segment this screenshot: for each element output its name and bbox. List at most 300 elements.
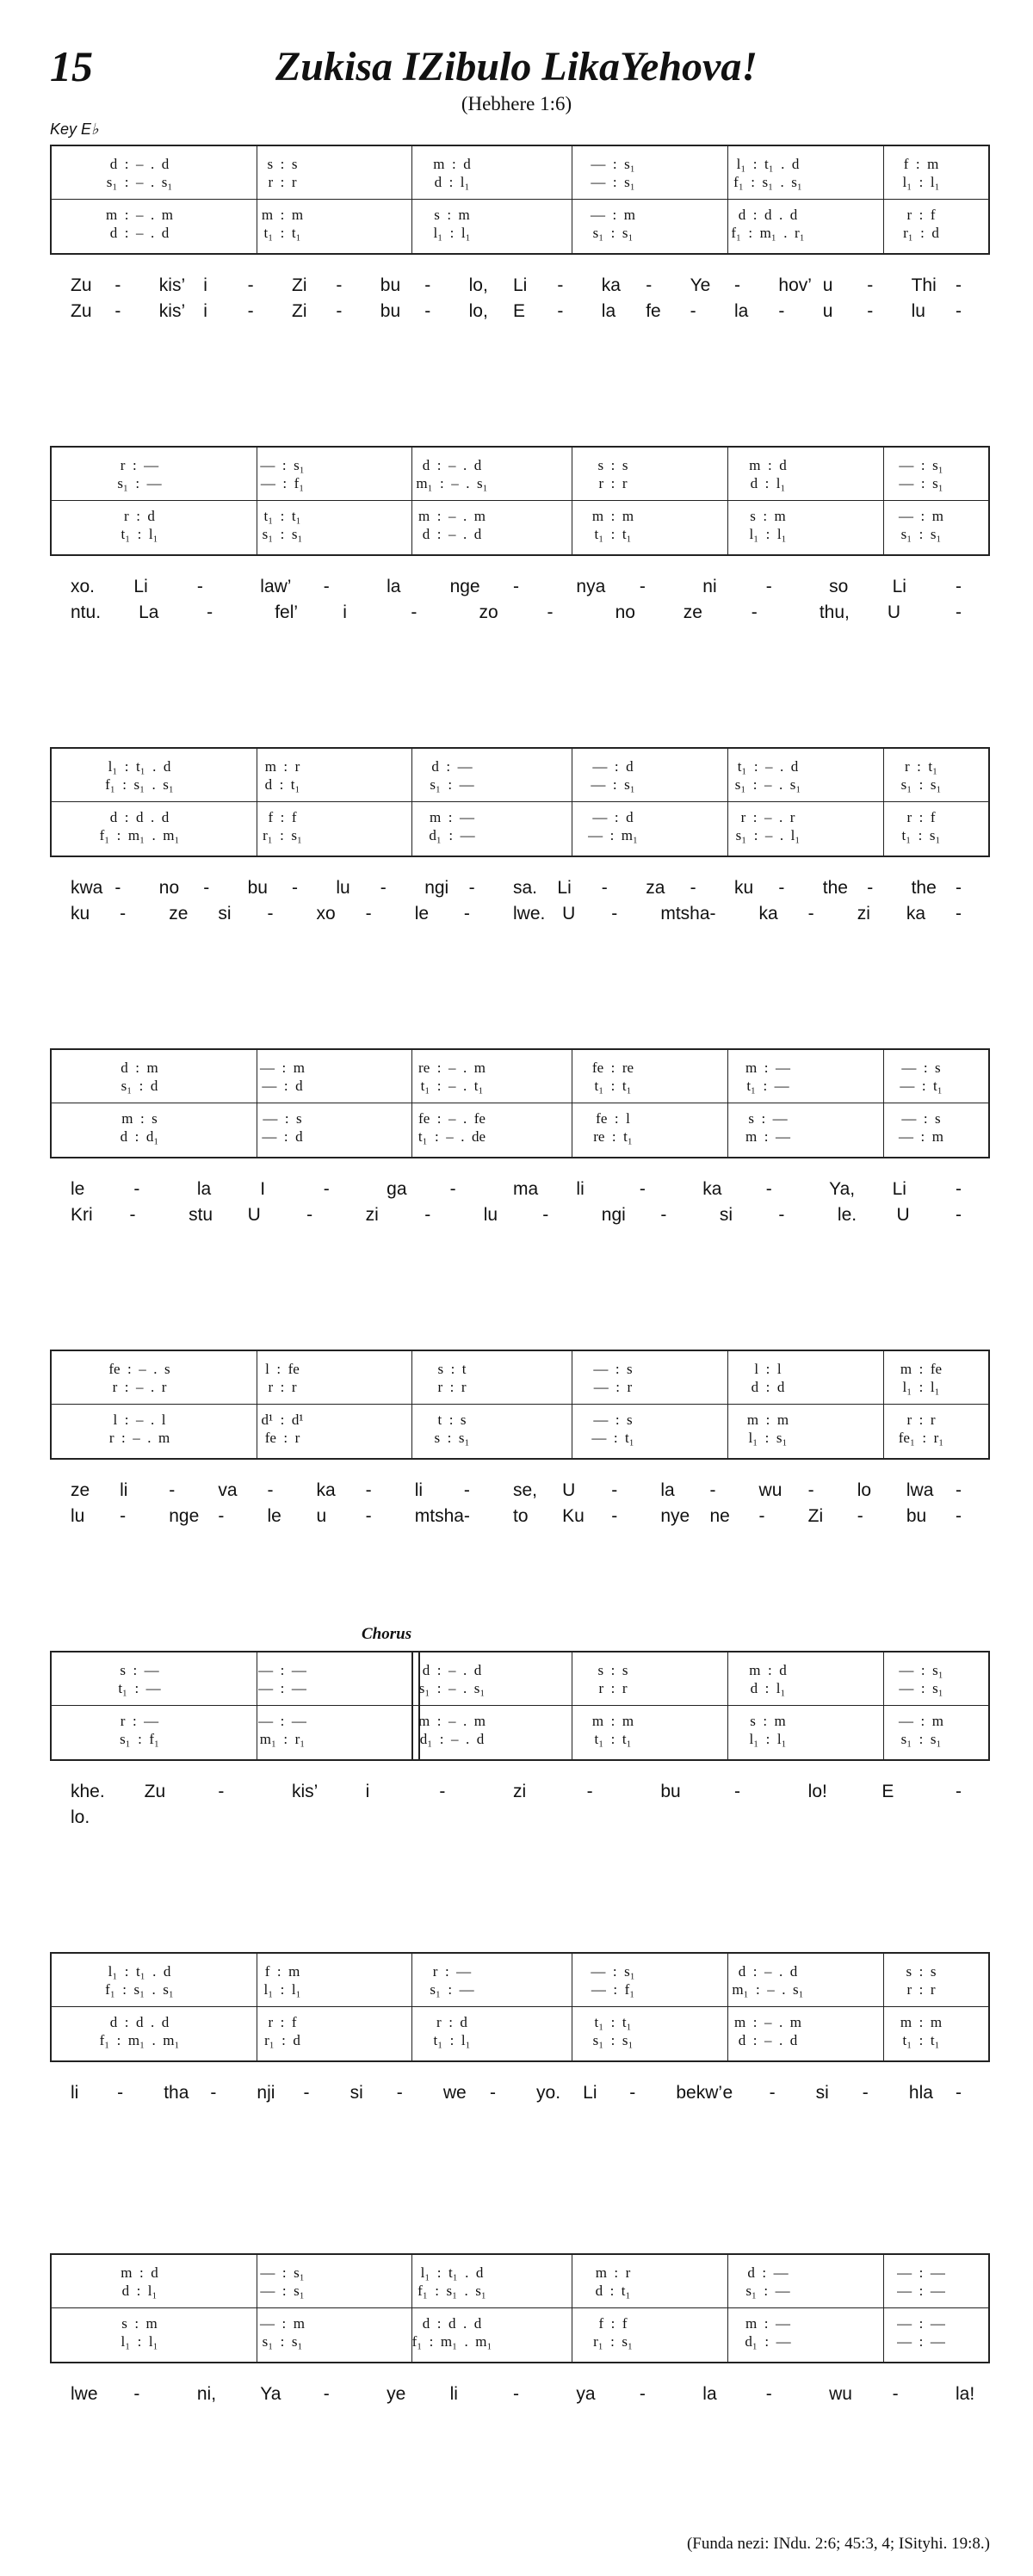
lyric-syllable: - [639, 1179, 646, 1199]
solfa-measure: re : – . m [418, 1059, 486, 1076]
lyric-syllable: - [120, 904, 127, 924]
solfa-measure: l₁ : l₁ [263, 1981, 301, 1998]
lyric-syllable: U [247, 1205, 261, 1225]
solfa-measure: — : s [263, 1110, 302, 1127]
solfa-measure: fe₁ : r₁ [898, 1430, 944, 1446]
voice-divider [52, 199, 988, 200]
solfa-measure: s₁ : — [430, 776, 474, 793]
solfa-measure: d¹ : d¹ [261, 1412, 304, 1428]
lyric-syllable: - [758, 1506, 765, 1526]
lyric-syllable: ne [709, 1506, 730, 1526]
lyric-syllable: - [323, 1179, 330, 1199]
lyric-syllable: - [690, 301, 696, 321]
lyric-syllable: li [120, 1480, 128, 1500]
lyric-syllable: hla [908, 2083, 933, 2103]
lyric-syllable: no [158, 878, 180, 898]
solfa-measure: d : – . d [109, 225, 170, 241]
solfa-measure: m : d [121, 2264, 158, 2281]
lyric-syllable: the [822, 878, 848, 898]
lyric-syllable: - [424, 275, 431, 295]
lyric-syllable: - [611, 1506, 618, 1526]
lyric-syllable: - [323, 2384, 330, 2404]
solfa-measure: — : s₁ [899, 1662, 943, 1678]
solfa-measure: m : – . m [734, 2014, 801, 2030]
lyric-syllable: si [349, 2083, 363, 2103]
lyric-syllable: U [562, 1480, 576, 1500]
solfa-measure: f₁ : m₁ . m₁ [99, 827, 180, 843]
solfa-measure: s₁ : s₁ [900, 526, 942, 542]
solfa-measure: d : – . d [422, 526, 482, 542]
solfa-measure: fe : re [591, 1059, 634, 1076]
solfa-measure: m : s [121, 1110, 158, 1127]
lyric-syllable: - [734, 1782, 740, 1801]
lyric-syllable: Kri [71, 1205, 93, 1225]
lyric-syllable: - [323, 577, 330, 596]
lyric-syllable: - [778, 301, 785, 321]
solfa-measure: — : s₁ [591, 156, 635, 172]
lyric-syllable: - [120, 1506, 127, 1526]
solfa-measure: l₁ : l₁ [902, 1379, 940, 1395]
solfa-measure: — : r [593, 1379, 633, 1395]
lyric-syllable: lo, [468, 301, 488, 321]
solfa-measure: d : — [747, 2264, 789, 2281]
solfa-measure: s : s₁ [434, 1430, 470, 1446]
lyric-syllable: ze [683, 602, 702, 622]
lyric-syllable: khe. [71, 1782, 105, 1801]
solfa-measure: r : f [906, 809, 936, 825]
lyric-syllable: Ye [690, 275, 711, 295]
lyric-syllable: la [196, 1179, 212, 1199]
lyric-syllable: - [292, 878, 298, 898]
solfa-measure: d : d . d [109, 809, 170, 825]
solfa-measure: t₁ : t₁ [902, 2032, 940, 2048]
lyric-syllable: ze [169, 904, 189, 924]
solfa-measure: — : — [897, 2333, 945, 2350]
staff-box [50, 1651, 990, 1761]
solfa-measure: fe : l [596, 1110, 630, 1127]
solfa-measure: m : r [264, 758, 300, 775]
solfa-measure: s₁ : s₁ [900, 776, 942, 793]
solfa-measure: m : — [745, 1128, 790, 1145]
solfa-measure: r : r [598, 1680, 628, 1696]
lyric-syllable: hov’ [778, 275, 812, 295]
solfa-measure: — : m [260, 2315, 305, 2332]
lyric-syllable: - [765, 577, 772, 596]
lyric-syllable: ya [576, 2384, 596, 2404]
solfa-measure: s₁ : s₁ [262, 526, 303, 542]
lyric-syllable: u [822, 275, 833, 295]
solfa-measure: s₁ : – . s₁ [734, 776, 801, 793]
solfa-measure: m : fe [900, 1361, 943, 1377]
lyric-syllable: E [513, 301, 526, 321]
solfa-measure: f₁ : s₁ . s₁ [733, 174, 802, 190]
solfa-measure: l₁ : l₁ [433, 225, 471, 241]
solfa-measure: l : fe [265, 1361, 300, 1377]
solfa-measure: m : m [900, 2014, 943, 2030]
solfa-measure: t₁ : t₁ [594, 1731, 632, 1747]
solfa-measure: d : d . d [738, 207, 798, 223]
lyric-syllable: La [139, 602, 159, 622]
solfa-measure: — : s₁ [899, 457, 943, 473]
solfa-measure: l₁ : t₁ . d [108, 758, 171, 775]
lyric-syllable: bu [906, 1506, 927, 1526]
solfa-measure: d : l₁ [434, 174, 470, 190]
solfa-measure: — : m [899, 1713, 943, 1729]
lyric-syllable: - [207, 602, 213, 622]
solfa-measure: r : r [906, 1981, 936, 1998]
lyric-syllable: lo [857, 1480, 872, 1500]
solfa-measure: s : s [597, 1662, 628, 1678]
lyric-syllable: - [133, 2384, 140, 2404]
solfa-measure: — : d [262, 1078, 303, 1094]
solfa-measure: r : — [120, 457, 159, 473]
solfa-measure: t₁ : s₁ [901, 827, 941, 843]
lyric-syllable: - [751, 602, 758, 622]
lyric-syllable: I [260, 1179, 266, 1199]
lyric-syllable: - [807, 1480, 814, 1500]
lyric-syllable: - [956, 301, 962, 321]
solfa-measure: l₁ : t₁ . d [420, 2264, 484, 2281]
solfa-measure: t₁ : t₁ [263, 508, 301, 524]
lyric-syllable: - [778, 878, 785, 898]
solfa-measure: d : – . d [738, 1963, 798, 1980]
lyric-syllable: ka [601, 275, 621, 295]
lyric-syllable: Thi [911, 275, 937, 295]
solfa-measure: — : s₁ [260, 2283, 305, 2299]
lyric-syllable: - [734, 275, 740, 295]
lyric-syllable: la [702, 2384, 717, 2404]
lyric-syllable: - [463, 904, 470, 924]
lyric-syllable: - [586, 1782, 593, 1801]
lyric-syllable: xo. [71, 577, 96, 596]
solfa-measure: — : — [897, 2315, 945, 2332]
lyric-syllable: - [557, 275, 564, 295]
lyric-syllable: - [867, 301, 874, 321]
solfa-measure: t₁ : t₁ [594, 2014, 632, 2030]
solfa-measure: r : — [432, 1963, 472, 1980]
solfa-measure: — : d [592, 758, 634, 775]
lyric-syllable: bu [380, 301, 401, 321]
lyric-syllable: si [815, 2083, 829, 2103]
lyric-syllable: ntu. [71, 602, 102, 622]
lyric-syllable: - [513, 577, 519, 596]
solfa-measure: re : t₁ [593, 1128, 633, 1145]
lyric-syllable: u [316, 1506, 327, 1526]
solfa-measure: f : m [903, 156, 939, 172]
lyric-syllable: ze [71, 1480, 90, 1500]
solfa-measure: f : f [268, 809, 297, 825]
lyric-syllable: lwe. [513, 904, 546, 924]
lyric-syllable: fel’ [275, 602, 299, 622]
lyric-syllable: li [449, 2384, 458, 2404]
solfa-measure: d : d₁ [120, 1128, 159, 1145]
solfa-measure: s : s [906, 1963, 937, 1980]
solfa-measure: f₁ : s₁ . s₁ [105, 776, 174, 793]
solfa-measure: — : m [260, 1059, 305, 1076]
voice-divider [52, 500, 988, 501]
solfa-measure: l : l [754, 1361, 782, 1377]
solfa-measure: r : r [437, 1379, 467, 1395]
solfa-measure: l₁ : s₁ [748, 1430, 788, 1446]
lyric-syllable: - [709, 904, 716, 924]
lyric-syllable: si [719, 1205, 733, 1225]
lyric-syllable: thu, [819, 602, 850, 622]
chorus-label: Chorus [362, 1625, 412, 1643]
lyric-syllable: E [881, 1782, 894, 1801]
solfa-measure: l₁ : l₁ [902, 174, 940, 190]
lyric-syllable: - [196, 577, 203, 596]
lyric-syllable: - [463, 1480, 470, 1500]
lyric-syllable: le. [837, 1205, 857, 1225]
lyric-syllable: - [862, 2083, 869, 2103]
lyric-syllable: ngi [601, 1205, 626, 1225]
solfa-measure: — : s₁ [591, 1963, 635, 1980]
solfa-measure: d : l₁ [750, 1680, 786, 1696]
staff-box [50, 1350, 990, 1460]
solfa-measure: d : t₁ [595, 2283, 631, 2299]
lyric-syllable: ye [387, 2384, 406, 2404]
solfa-measure: — : d [262, 1128, 303, 1145]
solfa-measure: f₁ : s₁ . s₁ [418, 2283, 486, 2299]
solfa-measure: m : d [749, 1662, 787, 1678]
solfa-measure: d : – . d [422, 1662, 482, 1678]
solfa-measure: — : t₁ [900, 1078, 943, 1094]
lyric-syllable: - [956, 2083, 962, 2103]
solfa-measure: r : r [906, 1412, 936, 1428]
music-system [0, 1350, 1033, 1608]
lyric-syllable: stu [189, 1205, 213, 1225]
solfa-measure: — : f₁ [591, 1981, 635, 1998]
lyric-syllable: zi [365, 1205, 379, 1225]
staff-box [50, 145, 990, 255]
scripture-reference: (Hebhere 1:6) [461, 93, 572, 114]
lyric-syllable: - [133, 1179, 140, 1199]
solfa-measure: s₁ : s₁ [262, 2333, 303, 2350]
lyric-syllable: - [857, 1506, 863, 1526]
lyric-syllable: - [114, 878, 121, 898]
lyric-syllable: ni [702, 577, 717, 596]
solfa-measure: t₁ : l₁ [433, 2032, 471, 2048]
solfa-measure: m₁ : – . s₁ [416, 475, 488, 491]
lyric-syllable: lu [911, 301, 925, 321]
lyric-syllable: ku [734, 878, 754, 898]
solfa-measure: t₁ : l₁ [121, 526, 158, 542]
lyric-syllable: - [765, 2384, 772, 2404]
solfa-measure: — : m [899, 508, 943, 524]
lyric-syllable: - [690, 878, 696, 898]
solfa-measure: — : s [901, 1110, 941, 1127]
solfa-measure: d₁ : — [429, 827, 475, 843]
lyric-syllable: Li [583, 2083, 597, 2103]
lyric-syllable: wu [758, 1480, 782, 1500]
solfa-measure: s : m [750, 1713, 786, 1729]
solfa-measure: s₁ : d [121, 1078, 158, 1094]
solfa-measure: s₁ : – . s₁ [418, 1680, 486, 1696]
solfa-measure: — : d [592, 809, 634, 825]
lyric-syllable: lu [71, 1506, 85, 1526]
solfa-measure: s : t [437, 1361, 467, 1377]
lyric-syllable: li [414, 1480, 424, 1500]
lyric-syllable: nji [257, 2083, 275, 2103]
lyric-syllable: - [646, 275, 653, 295]
lyric-syllable: tha [164, 2083, 189, 2103]
solfa-measure: r₁ : d [264, 2032, 300, 2048]
lyric-syllable: - [129, 1205, 136, 1225]
solfa-measure: — : s₁ [260, 457, 305, 473]
solfa-measure: m : – . m [418, 1713, 486, 1729]
solfa-measure: — : m [899, 1128, 943, 1145]
lyric-syllable: lo. [71, 1807, 90, 1827]
lyric-syllable: law’ [260, 577, 292, 596]
lyric-syllable: - [557, 301, 564, 321]
lyric-syllable: - [956, 1179, 962, 1199]
solfa-measure: — : — [258, 1662, 306, 1678]
solfa-measure: m : – . m [418, 508, 486, 524]
lyric-syllable: - [611, 904, 618, 924]
lyric-syllable: - [892, 2384, 899, 2404]
music-system [0, 145, 1033, 403]
lyric-syllable: ku [71, 904, 90, 924]
voice-divider [52, 801, 988, 802]
solfa-measure: f₁ : m₁ . m₁ [411, 2333, 492, 2350]
lyric-syllable: - [956, 602, 962, 622]
solfa-measure: d : t₁ [264, 776, 300, 793]
lyric-syllable: U [887, 602, 901, 622]
lyric-syllable: ka [906, 904, 926, 924]
lyric-syllable: U [896, 1205, 910, 1225]
lyric-syllable: - [365, 904, 372, 924]
lyric-syllable: ga [387, 1179, 407, 1199]
lyric-syllable: to [513, 1506, 529, 1526]
lyric-syllable: we [442, 2083, 467, 2103]
lyric-syllable: kis’ [292, 1782, 319, 1801]
lyric-syllable: i [203, 301, 207, 321]
lyric-syllable: la [387, 577, 401, 596]
solfa-measure: — : — [258, 1713, 306, 1729]
solfa-measure: s₁ : s₁ [592, 225, 634, 241]
lyric-syllable: Zi [292, 275, 307, 295]
lyric-syllable: ka [316, 1480, 336, 1500]
staff-box [50, 1048, 990, 1158]
solfa-measure: t₁ : — [746, 1078, 789, 1094]
lyric-syllable: Zu [71, 301, 92, 321]
lyric-syllable: xo [316, 904, 336, 924]
lyric-syllable: yo. [536, 2083, 561, 2103]
solfa-measure: r : – . r [740, 809, 795, 825]
solfa-measure: r : – . m [108, 1430, 170, 1446]
solfa-measure: — : m [591, 207, 635, 223]
solfa-measure: r₁ : s₁ [263, 827, 302, 843]
lyric-syllable: - [956, 1506, 962, 1526]
lyric-syllable: lo! [807, 1782, 827, 1801]
solfa-measure: m : — [745, 2315, 790, 2332]
solfa-measure: f₁ : m₁ . m₁ [99, 2032, 180, 2048]
lyric-syllable: fe [646, 301, 661, 321]
lyric-syllable: - [365, 1480, 372, 1500]
lyric-syllable: nge [169, 1506, 200, 1526]
solfa-measure: t₁ : – . d [737, 758, 799, 775]
solfa-measure: t₁ : – . t₁ [420, 1078, 484, 1094]
lyric-syllable: - [439, 1782, 446, 1801]
lyric-syllable: - [203, 878, 210, 898]
solfa-measure: d : – . d [109, 156, 170, 172]
solfa-measure: t : s [437, 1412, 467, 1428]
solfa-measure: m : — [430, 809, 474, 825]
lyric-syllable: bu [380, 275, 401, 295]
lyric-syllable: e [722, 2083, 733, 2103]
solfa-measure: f : f [598, 2315, 628, 2332]
lyric-syllable: U [562, 904, 576, 924]
solfa-measure: d₁ : – . d [419, 1731, 485, 1747]
lyric-syllable: si [218, 904, 232, 924]
lyric-syllable: - [956, 1782, 962, 1801]
lyric-syllable: i [365, 1782, 370, 1801]
solfa-measure: m : d [433, 156, 471, 172]
voice-divider [52, 1404, 988, 1405]
solfa-measure: f₁ : m₁ . r₁ [731, 225, 805, 241]
solfa-measure: s₁ : s₁ [592, 2032, 634, 2048]
lyric-syllable: - [956, 1480, 962, 1500]
solfa-measure: d : d [751, 1379, 785, 1395]
solfa-measure: — : s [593, 1361, 633, 1377]
lyric-syllable: i [203, 275, 207, 295]
lyric-syllable: - [468, 878, 475, 898]
lyric-syllable: - [778, 1205, 785, 1225]
lyric-syllable: - [218, 1506, 225, 1526]
solfa-measure: s₁ : — [745, 2283, 790, 2299]
lyric-syllable: lu [336, 878, 350, 898]
lyric-syllable: - [611, 1480, 618, 1500]
solfa-measure: — : — [897, 2264, 945, 2281]
lyric-syllable: - [867, 275, 874, 295]
solfa-measure: s₁ : – . s₁ [106, 174, 173, 190]
solfa-measure: m₁ : – . s₁ [732, 1981, 804, 1998]
solfa-measure: m : m [591, 508, 634, 524]
lyric-syllable: u [822, 301, 833, 321]
voice-divider [52, 2307, 988, 2308]
solfa-measure: m : m [591, 1713, 634, 1729]
lyric-syllable: - [956, 878, 962, 898]
lyric-syllable: bu [247, 878, 268, 898]
solfa-measure: d : m [121, 1059, 158, 1076]
lyric-syllable: - [306, 1205, 313, 1225]
lyric-syllable: za [646, 878, 665, 898]
lyric-syllable: - [765, 1179, 772, 1199]
solfa-measure: t₁ : – . de [418, 1128, 486, 1145]
solfa-measure: r : r [268, 174, 297, 190]
solfa-measure: r : f [268, 2014, 297, 2030]
lyric-syllable: kis’ [158, 301, 186, 321]
lyric-syllable: se, [513, 1480, 538, 1500]
solfa-measure: s : s [267, 156, 298, 172]
solfa-measure: — : m₁ [588, 827, 638, 843]
lyric-syllable: Ya [260, 2384, 281, 2404]
lyric-syllable: zi [857, 904, 870, 924]
solfa-measure: l₁ : l₁ [121, 2333, 158, 2350]
lyric-syllable: the [911, 878, 937, 898]
lyric-syllable: Li [557, 878, 572, 898]
lyric-syllable: Zu [144, 1782, 166, 1801]
lyric-syllable: - [380, 878, 387, 898]
key-signature: Key E♭ [50, 120, 99, 138]
lyric-syllable: - [489, 2083, 496, 2103]
lyric-syllable: lo, [468, 275, 488, 295]
solfa-measure: f : m [264, 1963, 300, 1980]
lyric-syllable: - [956, 275, 962, 295]
lyric-syllable: - [956, 577, 962, 596]
lyric-syllable: nye [660, 1506, 690, 1526]
solfa-measure: d : l₁ [121, 2283, 158, 2299]
